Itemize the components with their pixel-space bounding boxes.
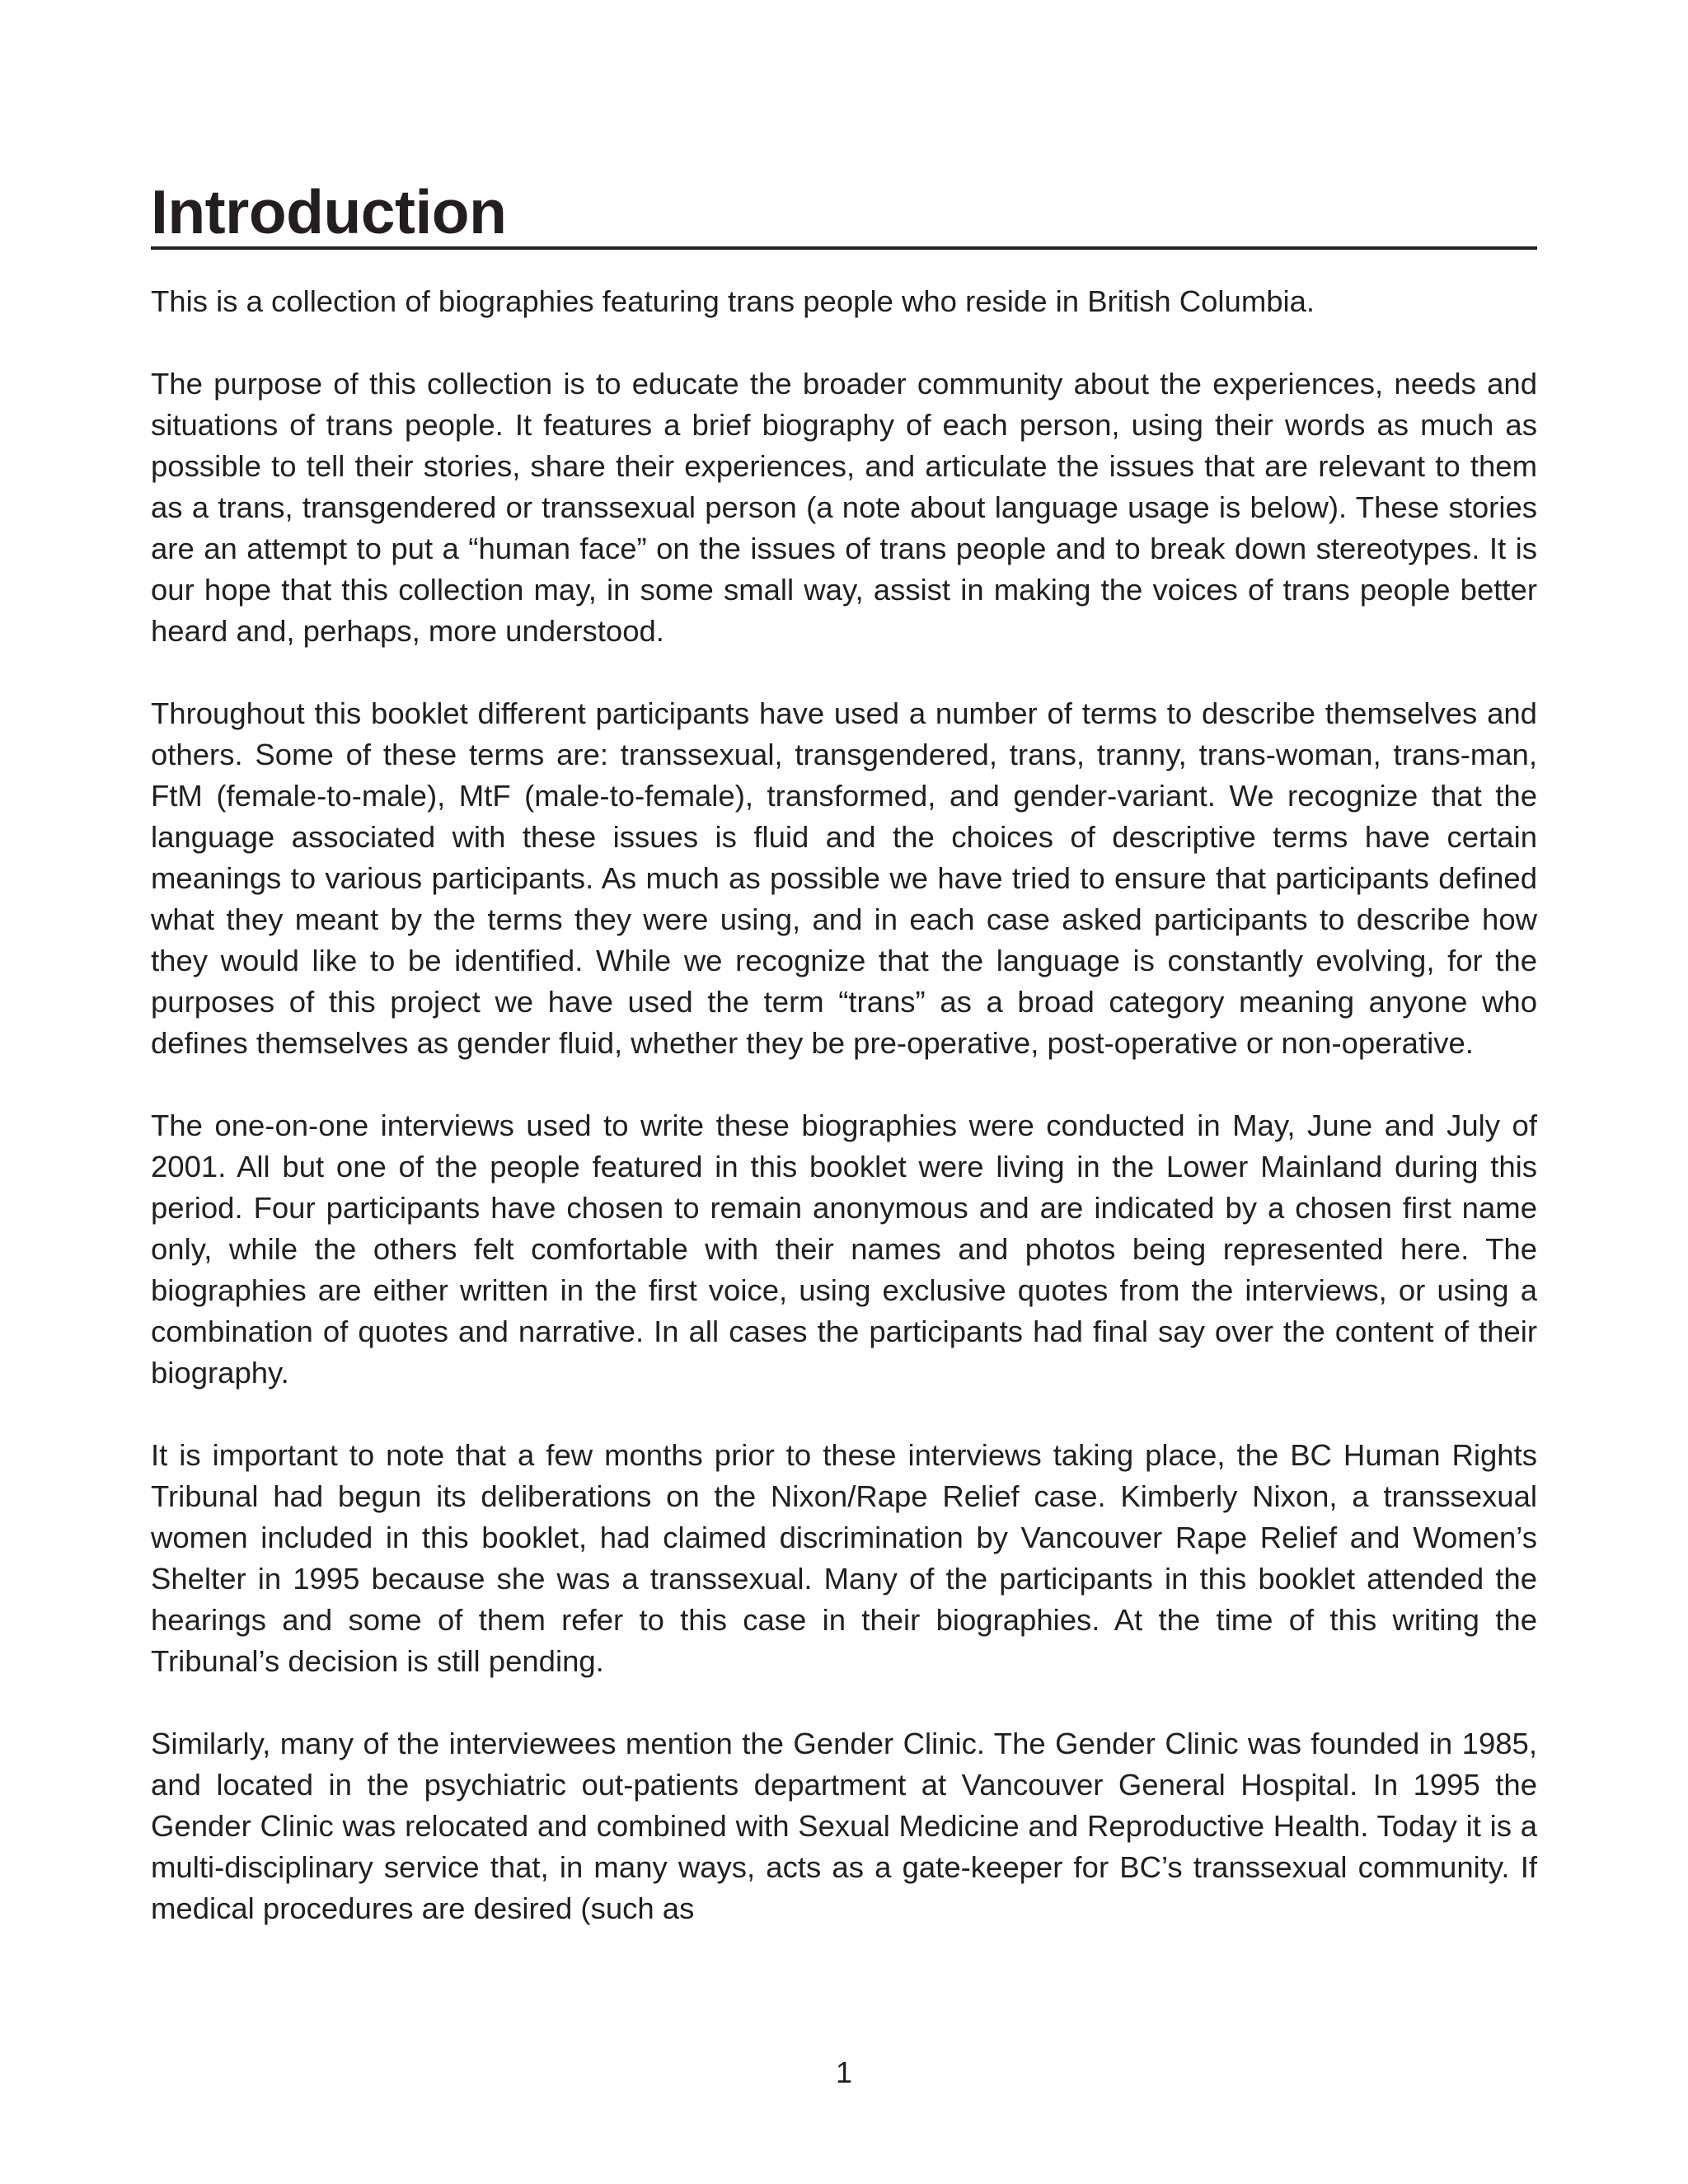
page-number: 1	[835, 2055, 853, 2089]
page-heading: Introduction	[151, 181, 1537, 250]
paragraph-1: This is a collection of biographies featuring trans people who reside in British Columbia.	[151, 284, 1315, 318]
document-page	[151, 177, 1537, 1929]
paragraph-3: Throughout this booklet different participants have used a number of terms to describe themselves and others. Some of these terms are: transsexual, transgendered, trans, tranny, trans-woman, trans-man, FtM (female-to-male), MtF (male-to-female), transformed, and gender-variant. We recognize that the language associated with these issues is fluid and the choices of descriptive terms have certain meanings to various participants. As much as possible we have tried to ensure that participants defined what they meant by the terms they were using, and in each case asked participants to describe how they would like to be identified. While we recognize that the language is constantly evolving, for the purposes of this project we have used the term “trans” as a broad category meaning anyone who defines themselves as gender fluid, whether they be pre-operative, post-operative or non-operative.	[151, 696, 1537, 1060]
body-text	[151, 281, 1537, 1929]
paragraph-5: It is important to note that a few months prior to these interviews taking place, the BC Human Rights Tribunal had begun its deliberations on the Nixon/Rape Relief case. Kimberly Nixon, a transsexual women included in this booklet, had claimed discrimination by Vancouver Rape Relief and Women’s Shelter in 1995 because she was a transsexual. Many of the participants in this booklet attended the hearings and some of them refer to this case in their biographies. At the time of this writing the Tribunal’s decision is still pending.	[151, 1438, 1537, 1678]
paragraph-4: The one-on-one interviews used to write these biographies were conducted in May, June and July of 2001. All but one of the people featured in this booklet were living in the Lower Mainland during this period. Four participants have chosen to remain anonymous and are indicated by a chosen first name only, while the others felt comfortable with their names and photos being represented here. The biographies are either written in the first voice, using exclusive quotes from the interviews, or using a combination of quotes and narrative. In all cases the participants had final say over the content of their biography.	[151, 1108, 1537, 1390]
paragraph-6: Similarly, many of the interviewees mention the Gender Clinic. The Gender Clinic was founded in 1985, and located in the psychiatric out-patients department at Vancouver General Hospital. In 1995 the Gender Clinic was relocated and combined with Sexual Medicine and Reproductive Health. Today it is a multi-disciplinary service that, in many ways, acts as a gate-keeper for BC’s transsexual community. If medical procedures are desired (such as	[151, 1727, 1537, 1925]
paragraph-2: The purpose of this collection is to educate the broader community about the experiences, needs and situations of trans people. It features a brief biography of each person, using their words as much as possible to tell their stories, share their experiences, and articulate the issues that are relevant to them as a trans, transgendered or transsexual person (a note about language usage is below). These stories are an attempt to put a “human face” on the issues of trans people and to break down stereotypes. It is our hope that this collection may, in some small way, assist in making the voices of trans people better heard and, perhaps, more understood.	[151, 367, 1537, 648]
